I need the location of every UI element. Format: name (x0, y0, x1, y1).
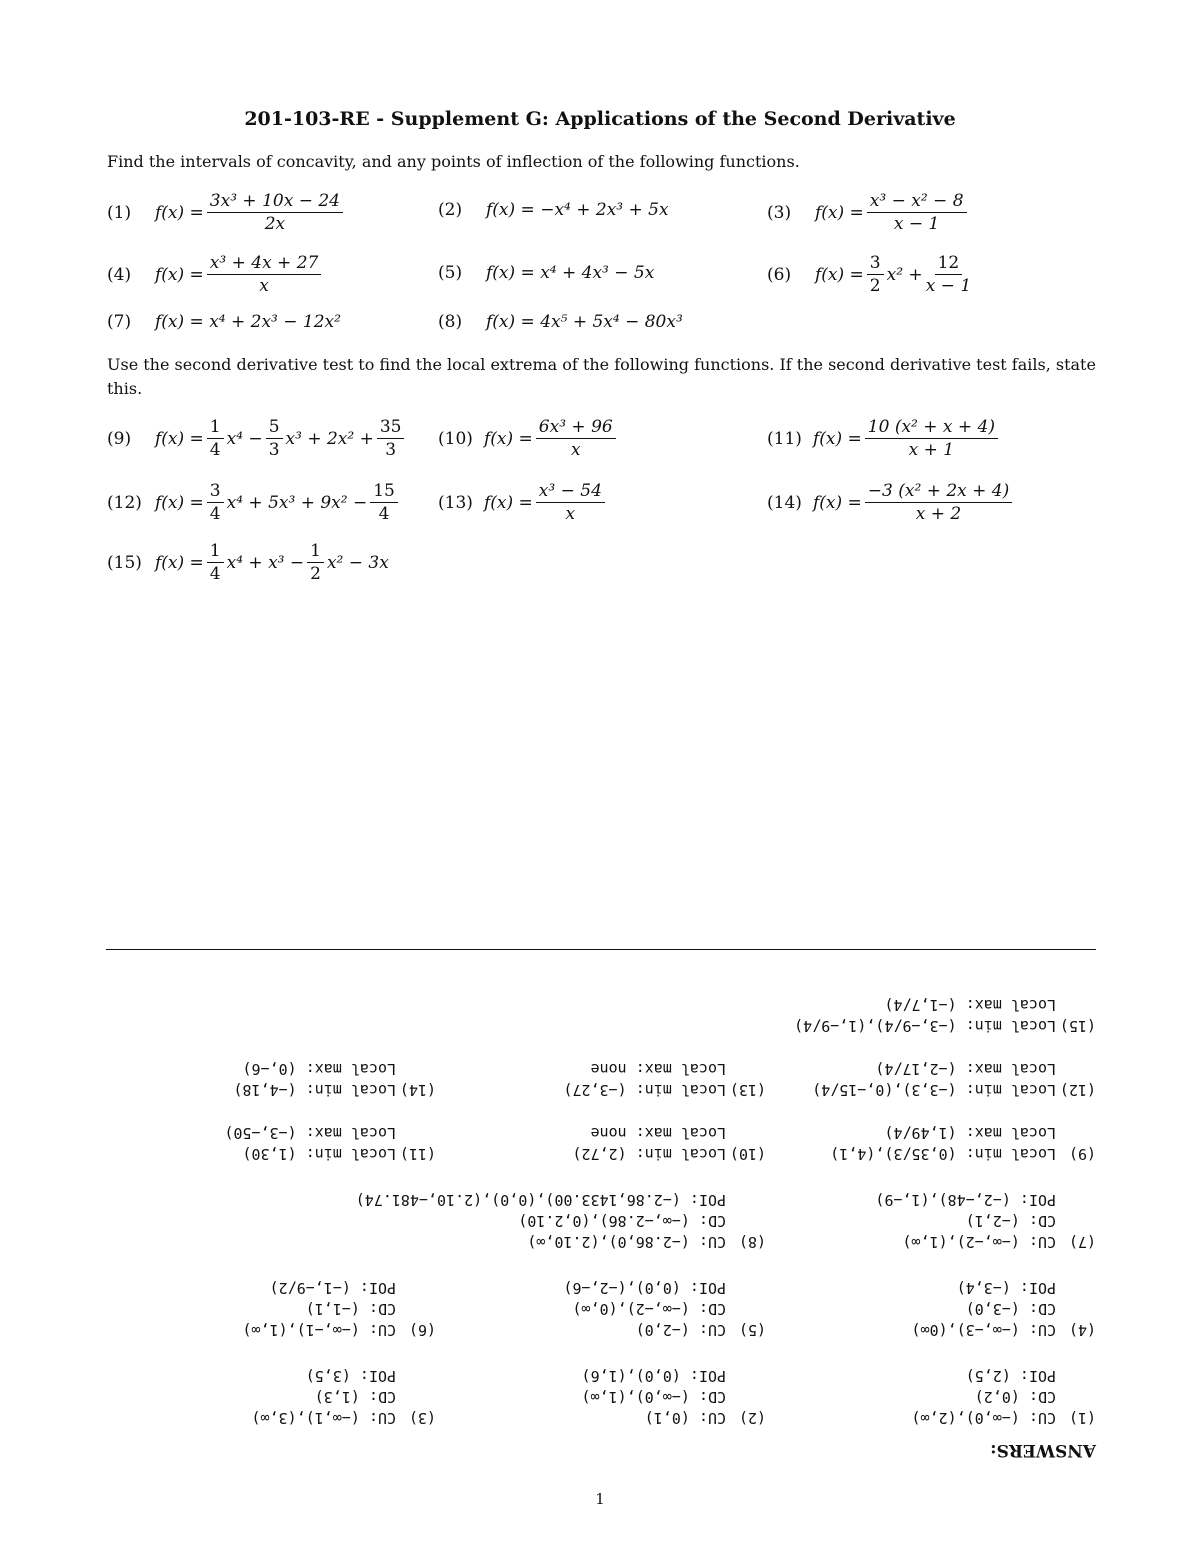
answer-7: (7)CU: (−∞,−2),(1,∞) CD: (−2,1) POI: (−2,−48),(1,−9) (875, 1191, 1096, 1251)
answer-15: (15)Local min: (−3,−9/4),(1,−9/4) Local max: (−1,7/4) (794, 996, 1096, 1035)
problem-6: (6) f(x) = $\frac{3}{2}$ x² + $\frac{12}{x - 1}$ (767, 253, 972, 296)
answer-4: (4)CU: (−∞,−3),(0∞) CD: (−3,0) POI: (−3,4) (911, 1279, 1096, 1339)
answer-14: (14)Local min: (−4,18) Local max: (0,−6) (233, 1060, 436, 1099)
page-number: 1 (595, 1490, 605, 1508)
answers-divider (106, 949, 1096, 950)
answer-3: (3)CU: (−∞,1),(3,∞) CD: (1,3) POI: (3,5) (251, 1367, 436, 1427)
answer-1: (1)CU: (−∞,0),(2,∞) CD: (0,2) POI: (2,5) (911, 1367, 1096, 1427)
answer-13: (13)Local min: (−3,27) Local max: none (563, 1060, 766, 1099)
answer-12: (12)Local min: (−3,3),(0,−15/4) Local max: (−2,17/4) (812, 1060, 1096, 1099)
answer-5: (5)CU: (−2,0) CD: (−∞,−2),(0,∞) POI: (0,0),(−2,−6) (563, 1279, 766, 1339)
problem-4: (4) f(x) = $\frac{\text{x³ + 4x + 27}}{x}$ (107, 254, 324, 295)
problem-1: (1) f(x) = $\frac{\text{3x³ + 10x − 24}}{2x}$ (107, 192, 346, 233)
answers-heading: ANSWERS: (990, 1440, 1096, 1460)
instructions-second-derivative-test: Use the second derivative test to find the local extrema of the following functions. If the second derivative test fails, state this. (107, 355, 1096, 398)
problem-8: (8) f(x) = 4x⁵ + 5x⁴ − 80x³ (438, 312, 683, 332)
answer-8: (8)CU: (−2.86,0),(2.10,∞) CD: (−∞,−2.86),(0,2.10) POI: (−2.86,1433.00),(0,0),(2.10,−481.74) (355, 1191, 766, 1251)
problem-11: (11) f(x) = $\frac{\text{10 (x² + x + 4)}}{x + 1}$ (767, 418, 1001, 459)
problem-10: (10) f(x) = $\frac{\text{6x³ + 96}}{x}$ (438, 418, 619, 459)
problem-14: (14) f(x) = $\frac{\text{−3 (x² + 2x + 4)}}{x + 2}$ (767, 482, 1015, 523)
answer-11: (11)Local min: (1,30) Local max: (−3,−50) (224, 1124, 436, 1163)
instructions-concavity: Find the intervals of concavity, and any points of inflection of the following functions. (107, 152, 800, 171)
answer-6: (6)CU: (−∞,−1),(1,∞) CD: (−1,1) POI: (−1,−9/2) (242, 1279, 436, 1339)
answer-2: (2)CU: (0,1) CD: (−∞,0),(1,∞) POI: (0,0),(1,6) (581, 1367, 766, 1427)
problem-12: (12) f(x) = $\frac{3}{4}$ x⁴ + 5x³ + 9x² − $\frac{15}{4}$ (107, 482, 401, 523)
answer-10: (10)Local min: (2,72) Local max: none (572, 1124, 766, 1163)
problem-15: (15) f(x) = $\frac{1}{4}$ x⁴ + x³ − $\frac{1}{2}$ x² − 3x (107, 541, 389, 584)
problem-2: (2) f(x) = −x⁴ + 2x³ + 5x (438, 200, 669, 220)
answer-9: (9)Local min: (0,35/3),(4,1) Local max: (1,49/4) (830, 1124, 1096, 1163)
problem-3: (3) f(x) = $\frac{\text{x³ − x² − 8}}{x - 1}$ (767, 192, 970, 233)
page-title: 201-103-RE - Supplement G: Applications of the Second Derivative (244, 108, 956, 130)
problem-5: (5) f(x) = x⁴ + 4x³ − 5x (438, 263, 655, 283)
problem-7: (7) f(x) = x⁴ + 2x³ − 12x² (107, 312, 341, 332)
answers-section (106, 962, 1096, 1460)
problem-13: (13) f(x) = $\frac{\text{x³ − 54}}{x}$ (438, 482, 608, 523)
problem-9: (9) f(x) = $\frac{1}{4}$ x⁴ − $\frac{5}{3}$ x³ + 2x² + $\frac{35}{3}$ (107, 418, 407, 459)
